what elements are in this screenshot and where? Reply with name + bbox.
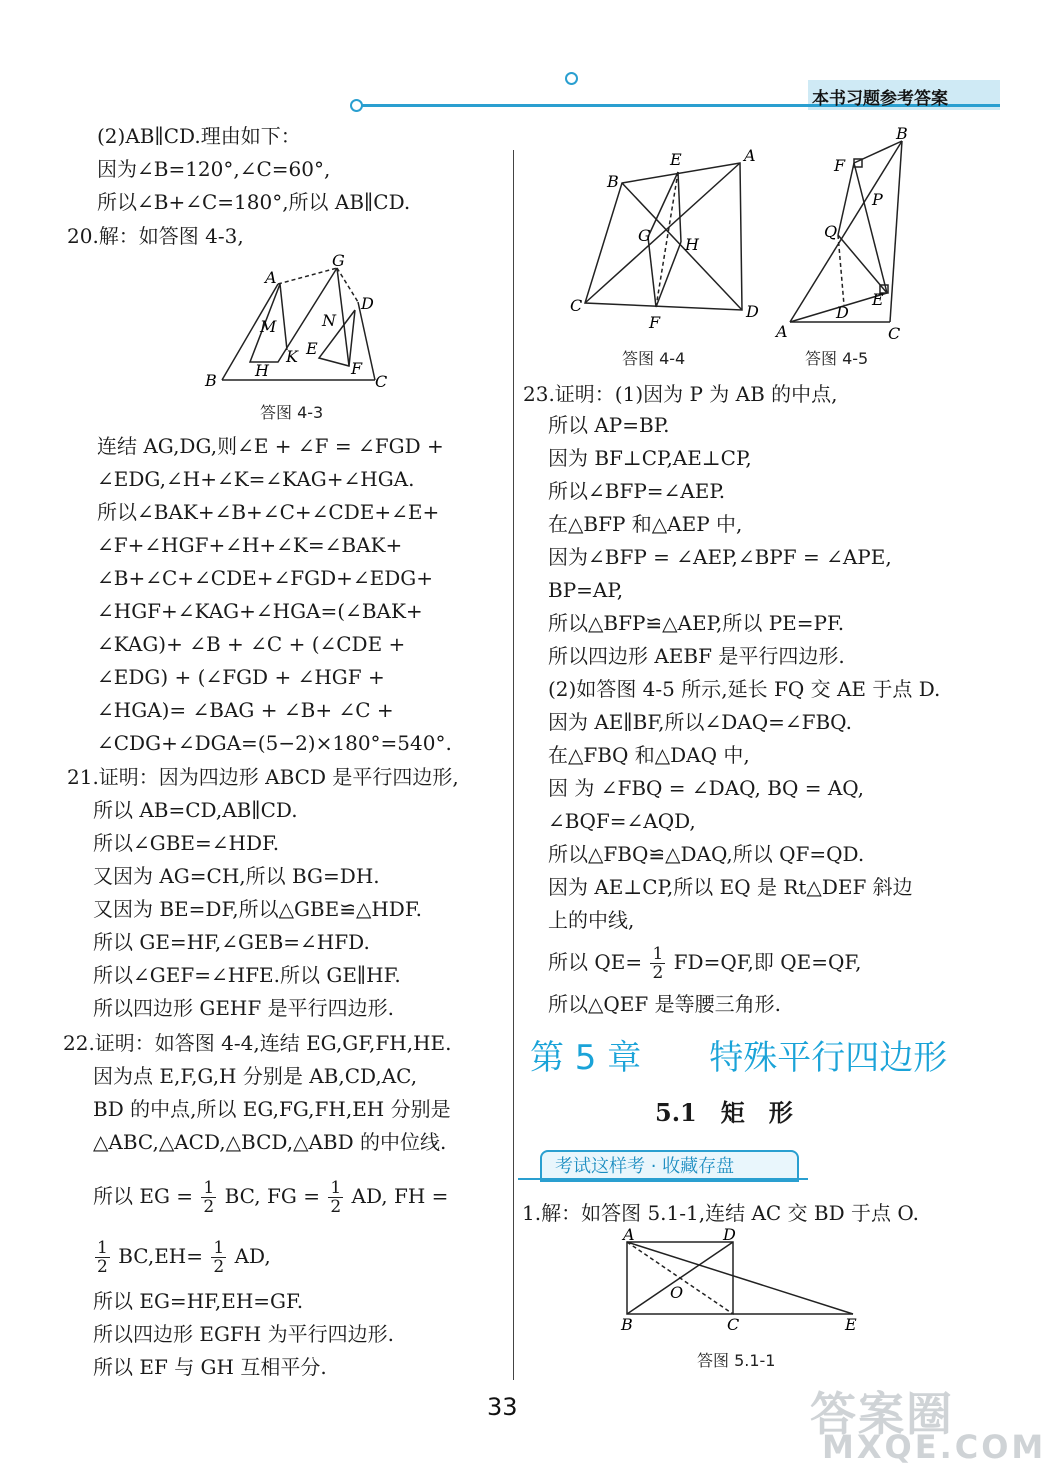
label-A: A	[744, 146, 756, 165]
question-21-heading: 21.证明：因为四边形 ABCD 是平行四边形,	[67, 765, 459, 789]
text-line: ∠KAG)+ ∠B + ∠C + (∠CDE +	[97, 632, 406, 656]
label-O: O	[670, 1283, 684, 1302]
text-line: BP=AP,	[548, 578, 624, 602]
label-E: E	[670, 150, 682, 169]
text-line: ∠F+∠HGF+∠H+∠K=∠BAK+	[97, 533, 403, 557]
text-line: 所以 EF 与 GH 互相平分.	[93, 1355, 327, 1379]
text-line: ∠HGF+∠KAG+∠HGA=(∠BAK+	[97, 599, 423, 623]
text-line: 所以四边形 EGFH 为平行四边形.	[93, 1322, 394, 1346]
text-line: 所以 EG=HF,EH=GF.	[93, 1289, 304, 1313]
text-line: (2)AB∥CD.理由如下：	[97, 124, 301, 148]
question-1-heading: 1.解：如答图 5.1-1,连结 AC 交 BD 于点 O.	[522, 1201, 919, 1225]
question-23-heading: 23.证明：(1)因为 P 为 AB 的中点,	[523, 382, 838, 406]
text-line: 所以△FBQ≌△DAQ,所以 QF=QD.	[548, 842, 865, 866]
label-M: M	[260, 317, 277, 336]
label-F: F	[649, 313, 661, 332]
label-F: F	[351, 359, 363, 378]
figure-caption: 答图 4-4	[622, 349, 686, 368]
section-title: 5.1 矩 形	[655, 1098, 793, 1127]
label-A: A	[265, 268, 277, 287]
label-B: B	[621, 1315, 633, 1334]
label-H: H	[255, 361, 269, 380]
text-line: ∠HGA)= ∠BAG + ∠B+ ∠C +	[97, 698, 394, 722]
header-title: 本书习题参考答案	[812, 89, 948, 109]
text-line: 上的中线,	[548, 908, 635, 932]
figure-caption: 答图 5.1-1	[697, 1351, 776, 1370]
fraction: $\frac{1}{2}$	[97, 1238, 108, 1277]
figure-4-3	[195, 250, 405, 395]
figure-caption: 答图 4-3	[260, 403, 324, 422]
figure-caption: 答图 4-5	[805, 349, 869, 368]
text-line: 因为 AE⊥CP,所以 EQ 是 Rt△DEF 斜边	[548, 875, 913, 899]
label-Q: Q	[824, 222, 838, 241]
banner-rule	[518, 1178, 808, 1180]
header-dot	[350, 99, 363, 112]
figure-4-5	[770, 125, 920, 345]
text-line: ∠CDG+∠DGA=(5−2)×180°=540°.	[97, 731, 452, 755]
label-E: E	[306, 339, 318, 358]
text-line: 所以 AP=BP.	[548, 413, 670, 437]
label-A: A	[776, 322, 788, 341]
label-B: B	[896, 124, 908, 143]
label-K: K	[286, 347, 298, 366]
text-line: 又因为 BE=DF,所以△GBE≌△HDF.	[93, 897, 422, 921]
question-22-heading: 22.证明：如答图 4-4,连结 EG,GF,FH,HE.	[63, 1031, 452, 1055]
text-line: 所以∠GBE=∠HDF.	[93, 831, 280, 855]
figure-4-4	[560, 145, 765, 335]
label-F: F	[834, 156, 846, 175]
label-C: C	[727, 1315, 740, 1334]
fraction: $\frac{1}{2}$	[652, 944, 664, 983]
label-E: E	[845, 1315, 857, 1334]
text-line: ∠EDG,∠H+∠K=∠KAG+∠HGA.	[97, 467, 415, 491]
watermark-logo: 答案圈	[810, 1387, 954, 1441]
label-N: N	[322, 311, 336, 330]
label-H: H	[685, 235, 699, 254]
label-C: C	[888, 324, 901, 343]
label-C: C	[375, 372, 388, 391]
text-line: ∠B+∠C+∠CDE+∠FGD+∠EDG+	[97, 566, 434, 590]
text-line: 因为 AE∥BF,所以∠DAQ=∠FBQ.	[548, 710, 852, 734]
column-divider	[513, 150, 514, 1380]
text-line: 所以 AB=CD,AB∥CD.	[93, 798, 298, 822]
text-line: BD 的中点,所以 EG,FG,FH,EH 分别是	[93, 1097, 451, 1121]
label-P: P	[872, 190, 883, 209]
chapter-title: 第 5 章 特殊平行四边形	[530, 1038, 948, 1078]
text-line: 在△FBQ 和△DAQ 中,	[548, 743, 750, 767]
text-line: 所以四边形 GEHF 是平行四边形.	[93, 996, 394, 1020]
text-line: 因为点 E,F,G,H 分别是 AB,CD,AC,	[93, 1064, 418, 1088]
label-D: D	[746, 302, 759, 321]
text-line: 因为∠B=120°,∠C=60°,	[97, 157, 331, 181]
fraction: $\frac{1}{2}$	[203, 1178, 215, 1217]
text-line: (2)如答图 4-5 所示,延长 FQ 交 AE 于点 D.	[548, 677, 941, 701]
text-line: 因 为 ∠FBQ = ∠DAQ, BQ = AQ,	[548, 776, 865, 800]
text-line: ∠BQF=∠AQD,	[548, 809, 696, 833]
label-G: G	[332, 251, 345, 270]
fraction-line: $\frac{1}{2}$ BC,EH= $\frac{1}{2}$ AD,	[97, 1238, 271, 1277]
page-number: 33	[487, 1393, 518, 1421]
label-B: B	[607, 172, 619, 191]
fraction-line: 所以 QE= $\frac{1}{2}$ FD=QF,即 QE=QF,	[548, 944, 862, 983]
exam-banner-text: 考试这样考 · 收藏存盘	[555, 1156, 735, 1177]
fraction-line: 所以 EG = $\frac{1}{2}$ BC, FG = $\frac{1}{2}$ AD, FH =	[93, 1178, 449, 1217]
watermark-url: MXQE.COM	[822, 1428, 1046, 1466]
label-B: B	[205, 371, 217, 390]
label-E: E	[872, 290, 884, 309]
text-line: △ABC,△ACD,△BCD,△ABD 的中位线.	[93, 1130, 447, 1154]
text-line: 因为∠BFP = ∠AEP,∠BPF = ∠APE,	[548, 545, 892, 569]
figure-5-1-1	[615, 1225, 865, 1338]
label-A: A	[623, 1225, 635, 1244]
text-line: 所以四边形 AEBF 是平行四边形.	[548, 644, 845, 668]
text-line: 所以∠BFP=∠AEP.	[548, 479, 726, 503]
text-line: 在△BFP 和△AEP 中,	[548, 512, 743, 536]
text-line: 因为 BF⊥CP,AE⊥CP,	[548, 446, 752, 470]
text-line: 所以△QEF 是等腰三角形.	[548, 992, 781, 1016]
label-C: C	[570, 296, 583, 315]
text-line: 所以∠BAK+∠B+∠C+∠CDE+∠E+	[97, 500, 440, 524]
text-line: 所以 GE=HF,∠GEB=∠HFD.	[93, 930, 370, 954]
label-G: G	[638, 226, 651, 245]
text-line: ∠EDG) + (∠FGD + ∠HGF +	[97, 665, 385, 689]
text-line: 所以△BFP≌△AEP,所以 PE=PF.	[548, 611, 845, 635]
text-line: 又因为 AG=CH,所以 BG=DH.	[93, 864, 380, 888]
label-D: D	[723, 1225, 736, 1244]
fraction: $\frac{1}{2}$	[213, 1238, 225, 1277]
label-D: D	[836, 303, 849, 322]
fraction: $\frac{1}{2}$	[330, 1178, 342, 1217]
text-line: 所以∠B+∠C=180°,所以 AB∥CD.	[97, 190, 411, 214]
question-20-heading: 20.解：如答图 4-3,	[67, 224, 244, 248]
header-dot	[565, 72, 578, 85]
text-line: 所以∠GEF=∠HFE.所以 GE∥HF.	[93, 963, 401, 987]
label-D: D	[361, 294, 374, 313]
text-line: 连结 AG,DG,则∠E + ∠F = ∠FGD +	[97, 434, 444, 458]
